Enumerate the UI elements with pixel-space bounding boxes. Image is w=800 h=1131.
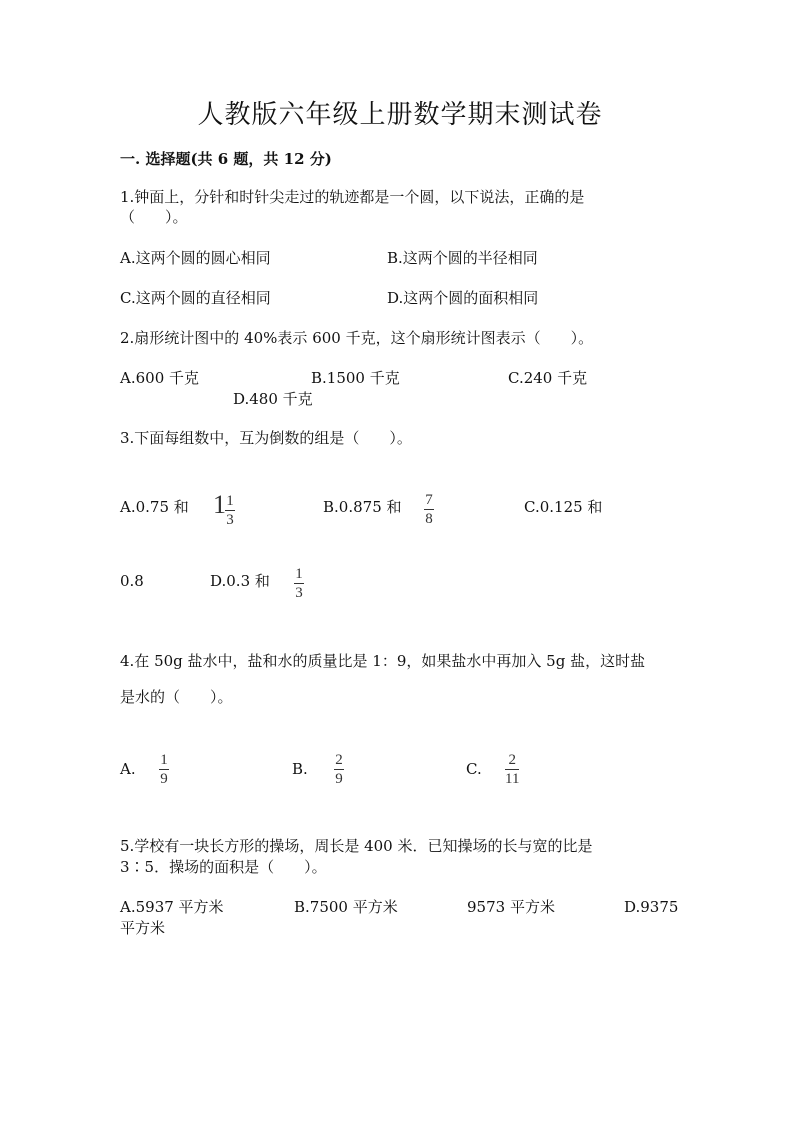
fraction [159,752,169,787]
question-2-text: 2.扇形统计图中的 40%表示 600 千克，这个扇形统计图表示（ ）。 [120,329,594,347]
question-2-option-c[interactable]: C.240 千克 [508,369,588,387]
question-5-text-cont: 3∶5．操场的面积是（ ）。 [120,858,327,876]
fraction-numerator: 2 [335,752,343,768]
fraction-bar [225,510,235,511]
question-1-option-a[interactable]: A.这两个圆的圆心相同 [120,249,271,267]
question-5-option-b[interactable]: B.7500 平方米 [294,898,398,916]
question-5-text: 5.学校有一块长方形的操场，周长是 400 米．已知操场的长与宽的比是 [120,837,593,855]
question-4-option-a[interactable]: A. [120,760,136,778]
question-3-text: 3.下面每组数中，互为倒数的组是（ ）。 [120,429,412,447]
fraction [505,752,519,787]
question-5-option-d[interactable]: D.9375 [624,898,679,916]
question-4-option-b[interactable]: B. [292,760,308,778]
fraction-bar [334,769,344,770]
fraction [294,566,304,601]
question-4-text: 4.在 50g 盐水中，盐和水的质量比是 1：9，如果盐水中再加入 5g 盐，这时盐 [120,652,646,670]
fraction-denominator: 3 [226,512,234,528]
fraction-numerator: 1 [160,752,168,768]
fraction-numerator: 7 [425,492,433,508]
mixed-number-whole: 1 [213,490,226,519]
section-heading: 一. 选择题(共 6 题，共 12 分) [120,150,332,168]
question-2-option-b[interactable]: B.1500 千克 [311,369,400,387]
question-5-option-d-cont: 平方米 [120,919,166,937]
fraction-numerator: 2 [508,752,516,768]
question-4-option-c[interactable]: C. [466,760,482,778]
fraction [334,752,344,787]
fraction-denominator: 11 [505,771,520,787]
fraction-denominator: 9 [160,771,168,787]
fraction-numerator: 1 [226,493,234,509]
question-1-option-d[interactable]: D.这两个圆的面积相同 [387,289,539,307]
question-1-text-cont: （ ）。 [120,208,188,226]
fraction-bar [159,769,169,770]
question-3-option-c[interactable]: C.0.125 和 [524,498,603,516]
question-3-option-b[interactable]: B.0.875 和 [323,498,402,516]
fraction [225,493,235,528]
question-1-option-b[interactable]: B.这两个圆的半径相同 [387,249,538,267]
question-3-option-c-cont: 0.8 [120,572,144,590]
question-3-option-a[interactable]: A.0.75 和 [120,498,189,516]
question-5-option-c[interactable]: 9573 平方米 [467,898,555,916]
question-1-option-c[interactable]: C.这两个圆的直径相同 [120,289,271,307]
fraction-numerator: 1 [295,566,303,582]
fraction-bar [424,509,434,510]
question-4-text-cont: 是水的（ ）。 [120,688,233,706]
question-3-option-d[interactable]: D.0.3 和 [210,572,270,590]
question-2-option-a[interactable]: A.600 千克 [120,369,199,387]
question-5-option-a[interactable]: A.5937 平方米 [120,898,224,916]
fraction-bar [505,769,519,770]
fraction-denominator: 3 [295,585,303,601]
question-1-text: 1.钟面上，分针和时针尖走过的轨迹都是一个圆，以下说法，正确的是 [120,188,585,206]
fraction-denominator: 8 [425,511,433,527]
question-2-option-d[interactable]: D.480 千克 [233,390,313,408]
fraction-denominator: 9 [335,771,343,787]
page-title: 人教版六年级上册数学期末测试卷 [197,100,603,130]
fraction-bar [294,583,304,584]
fraction [424,492,434,527]
